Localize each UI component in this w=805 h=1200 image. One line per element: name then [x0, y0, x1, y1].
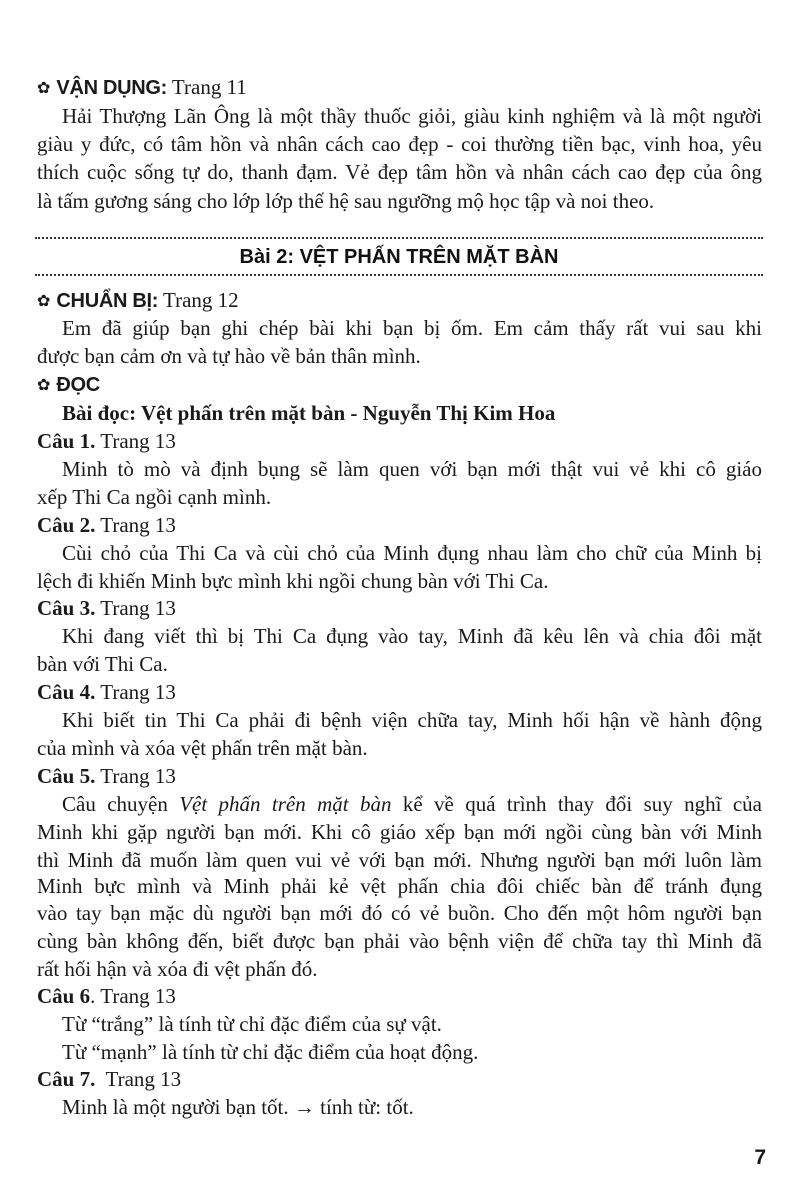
question-heading	[37, 511, 762, 539]
page-reference: Trang 13	[100, 764, 176, 788]
story-title-italic: Vệt phấn trên mặt bàn	[179, 792, 392, 816]
answer-line: lệch đi khiến Minh bực mình khi ngồi chung bàn với Thi Ca.	[37, 569, 549, 593]
question-label-suffix: .	[90, 984, 96, 1008]
question-label: Câu 7.	[37, 1067, 96, 1091]
question-heading	[37, 427, 762, 455]
answer-text: kể về quá trình thay đổi suy nghĩ của	[391, 792, 762, 816]
question-heading	[37, 982, 762, 1010]
question-label: Câu 3.	[37, 596, 96, 620]
page-reference: Trang 11	[171, 75, 247, 99]
section-heading-label: ĐỌC	[56, 374, 100, 396]
question-label: Câu 1.	[37, 429, 96, 453]
answer-text: Câu chuyện	[62, 792, 180, 816]
page-number: 7	[754, 1146, 766, 1169]
page-reference: Trang 13	[100, 1067, 182, 1091]
answer-line: Minh bực mình và Minh phải kẻ vệt phấn chia đôi chiếc bàn để tránh đụng	[37, 874, 762, 898]
answer-line: Cùi chỏ của Thi Ca và cùi chỏ của Minh đụng nhau làm cho chữ của Minh bị	[62, 541, 762, 565]
paragraph-line: Em đã giúp bạn ghi chép bài khi bạn bị ốm. Em cảm thấy rất vui sau khi	[62, 316, 762, 340]
flower-icon: ✿	[37, 375, 51, 394]
paragraph-line: là tấm gương sáng cho lớp lớp thế hệ sau ngưỡng mộ học tập và noi theo.	[37, 189, 655, 213]
answer-line: Từ “trắng” là tính từ chỉ đặc điểm của sự vật.	[62, 1012, 442, 1036]
question-label: Câu 5.	[37, 764, 96, 788]
page-reference: Trang 13	[100, 984, 176, 1008]
answer-line: Khi biết tin Thi Ca phải đi bệnh viện chữa tay, Minh hối hận về hành động	[62, 708, 762, 732]
answer-line: vào tay bạn mặc dù người bạn mới đó có vẻ buồn. Cho đến một hôm người bạn	[37, 901, 762, 925]
answer-line: rất hối hận và xóa đi vệt phấn đó.	[37, 957, 318, 981]
paragraph-line: Hải Thượng Lãn Ông là một thầy thuốc giỏi, giàu kinh nghiệm và là một người	[62, 104, 762, 128]
flower-icon: ✿	[37, 78, 51, 97]
question-heading	[37, 678, 762, 706]
answer-line: Khi đang viết thì bị Thi Ca đụng vào tay, Minh đã kêu lên và chia đôi mặt	[62, 624, 762, 648]
paragraph-line: thích cuộc sống tự do, thanh đạm. Vẻ đẹp tâm hồn và nhân cách cao đẹp của ông	[37, 160, 762, 184]
dotted-divider-bottom	[35, 274, 763, 276]
question-heading	[37, 594, 762, 622]
flower-icon: ✿	[37, 291, 51, 310]
section-heading-label: VẬN DỤNG:	[56, 77, 168, 99]
page-reference: Trang 13	[100, 596, 176, 620]
answer-line: thì Minh đã muốn làm quen vui vẻ với bạn mới. Nhưng người bạn mới luôn làm	[37, 848, 762, 872]
answer-line: Minh là một người bạn tốt. → tính từ: tốt.	[62, 1095, 414, 1119]
lesson-title: Bài 2: VỆT PHẤN TRÊN MẶT BÀN	[239, 246, 559, 268]
question-heading	[37, 762, 762, 790]
page-reference: Trang 13	[100, 513, 176, 537]
section-heading-van-dung	[37, 73, 762, 101]
reading-title: Bài đọc: Vệt phấn trên mặt bàn - Nguyễn Thị Kim Hoa	[62, 401, 556, 425]
question-heading	[37, 1065, 762, 1093]
dotted-divider-top	[35, 237, 763, 239]
answer-line	[62, 790, 762, 818]
page-reference: Trang 12	[163, 288, 239, 312]
page-reference: Trang 13	[100, 429, 176, 453]
answer-line: Từ “mạnh” là tính từ chỉ đặc điểm của hoạt động.	[62, 1040, 479, 1064]
paragraph-line: được bạn cảm ơn và tự hào về bản thân mình.	[37, 344, 421, 368]
section-heading-doc	[37, 370, 762, 398]
paragraph-line: giàu y đức, có tâm hồn và nhân cách cao đẹp - coi thường tiền bạc, vinh hoa, yêu	[37, 132, 762, 156]
answer-line: cùng bàn không đến, biết được bạn phải vào bệnh viện để chữa tay thì Minh đã	[37, 929, 762, 953]
question-label: Câu 6	[37, 984, 91, 1008]
answer-line: của mình và xóa vệt phấn trên mặt bàn.	[37, 736, 368, 760]
answer-line: Minh khi gặp người bạn mới. Khi cô giáo xếp bạn mới ngồi cùng bàn với Minh	[37, 820, 762, 844]
section-heading-label: CHUẨN BỊ:	[56, 290, 159, 312]
answer-line: bàn với Thi Ca.	[37, 652, 168, 676]
answer-line: xếp Thi Ca ngồi cạnh mình.	[37, 485, 272, 509]
page-reference: Trang 13	[100, 680, 176, 704]
question-label: Câu 4.	[37, 680, 96, 704]
question-label: Câu 2.	[37, 513, 96, 537]
section-heading-chuan-bi	[37, 286, 762, 314]
answer-line: Minh tò mò và định bụng sẽ làm quen với bạn mới thật vui vẻ khi cô giáo	[62, 457, 762, 481]
